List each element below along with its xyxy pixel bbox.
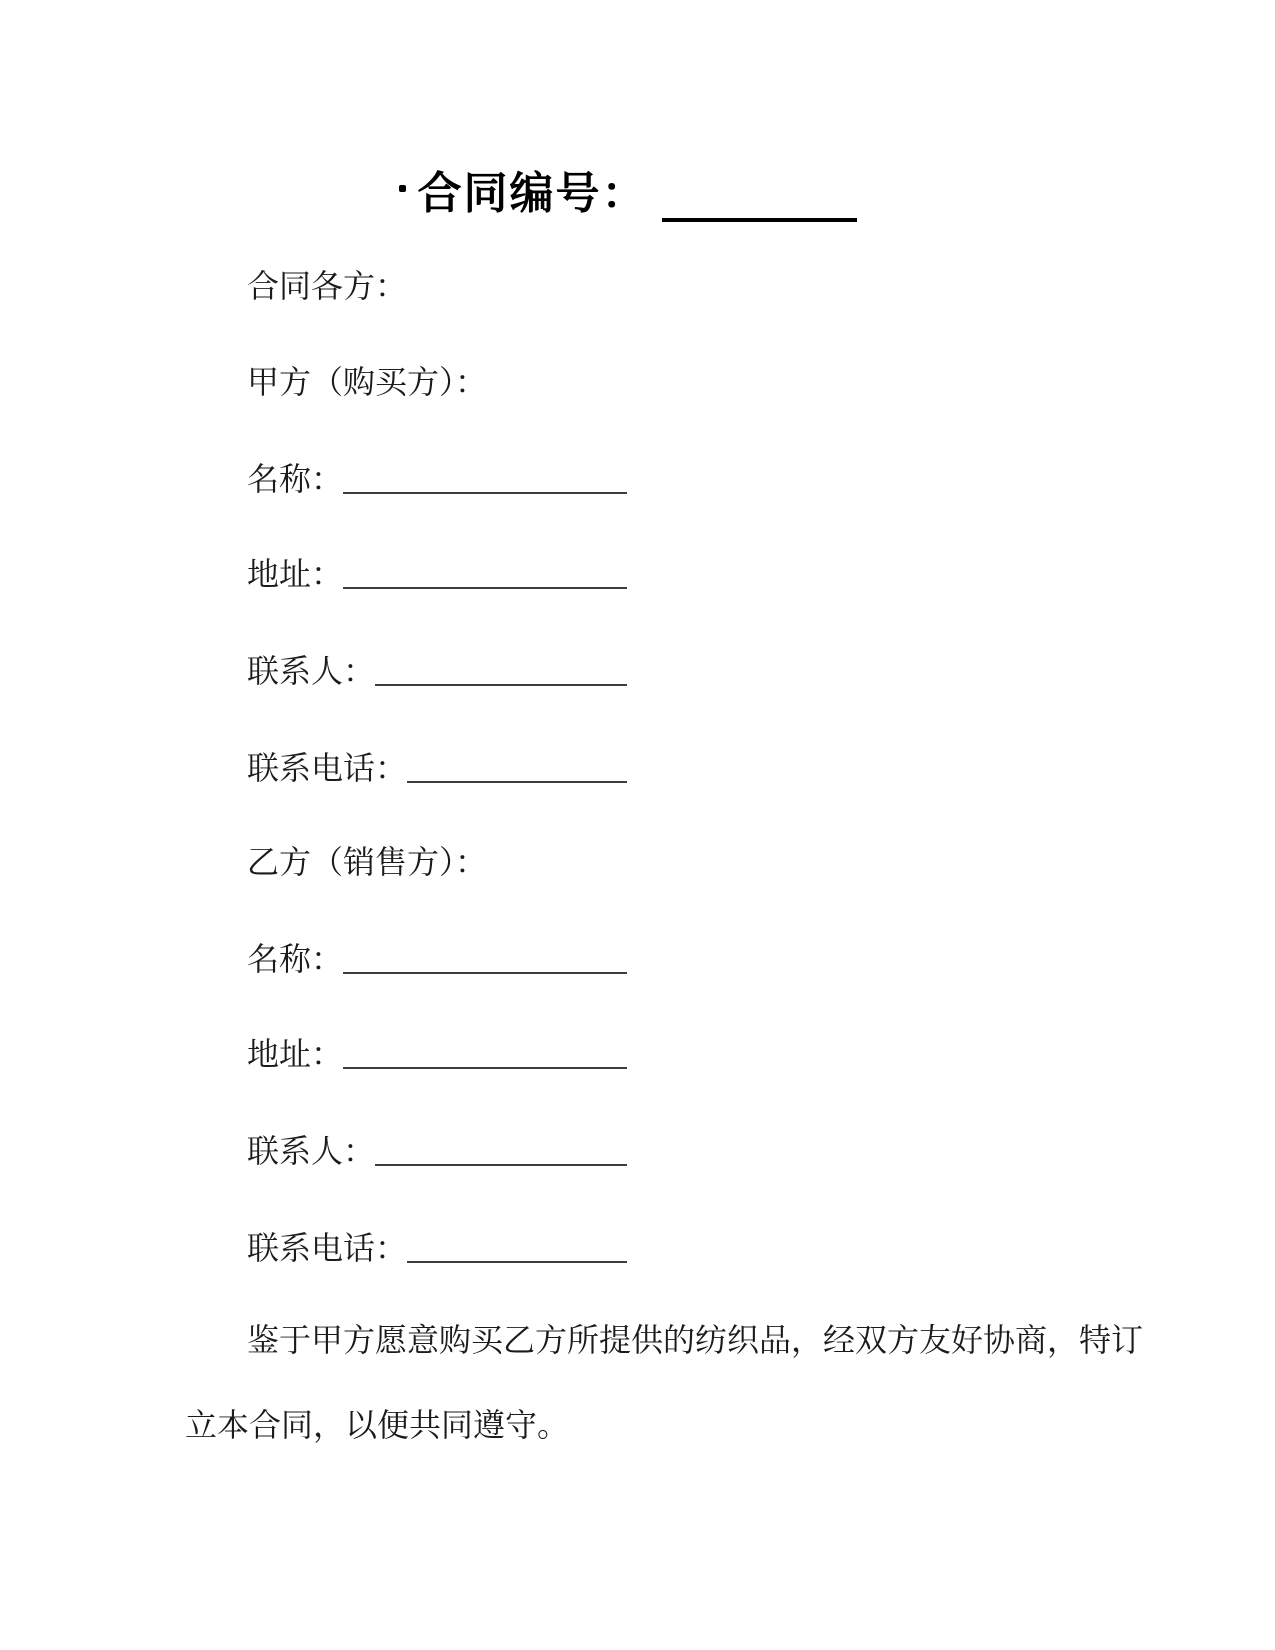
party-a-contact-label: 联系人： [247,653,376,689]
party-a-contact-blank[interactable] [375,654,627,686]
party-b-address-blank[interactable] [343,1037,627,1069]
party-a-name-blank[interactable] [343,462,627,494]
party-a-name-row [185,462,627,496]
party-b-name-label: 名称： [247,941,344,977]
parties-heading: 合同各方： [247,268,408,304]
party-a-phone-label: 联系电话： [247,750,408,786]
party-b-contact-label: 联系人： [247,1133,376,1169]
party-a-address-blank[interactable] [343,557,627,589]
party-a-name-label: 名称： [247,461,344,497]
party-a-address-row [185,557,627,591]
party-b-name-row [185,942,627,976]
closing-paragraph-line-1: 鉴于甲方愿意购买乙方所提供的纺织品，经双方友好协商，特订 [247,1322,1144,1358]
contract-number-title [0,157,1265,222]
party-a-heading: 甲方（购买方）： [247,364,488,400]
party-b-phone-blank[interactable] [407,1231,627,1263]
party-a-phone-row [185,751,627,785]
party-b-contact-row [185,1134,627,1168]
party-b-phone-row [185,1231,627,1265]
closing-paragraph-line-2: 立本合同，以便共同遵守。 [185,1407,570,1443]
party-b-name-blank[interactable] [343,942,627,974]
party-a-contact-row [185,654,627,688]
party-b-contact-blank[interactable] [375,1134,627,1166]
contract-number-blank[interactable] [662,218,857,222]
party-b-phone-label: 联系电话： [247,1230,408,1266]
party-a-address-label: 地址： [247,556,344,592]
party-b-heading: 乙方（销售方）： [247,844,488,880]
party-b-address-label: 地址： [247,1036,344,1072]
party-b-address-row [185,1037,627,1071]
contract-number-label: 合同编号： [417,169,648,218]
title-bullet-dot [399,185,406,192]
party-a-phone-blank[interactable] [407,751,627,783]
closing-paragraph [185,1298,1145,1468]
